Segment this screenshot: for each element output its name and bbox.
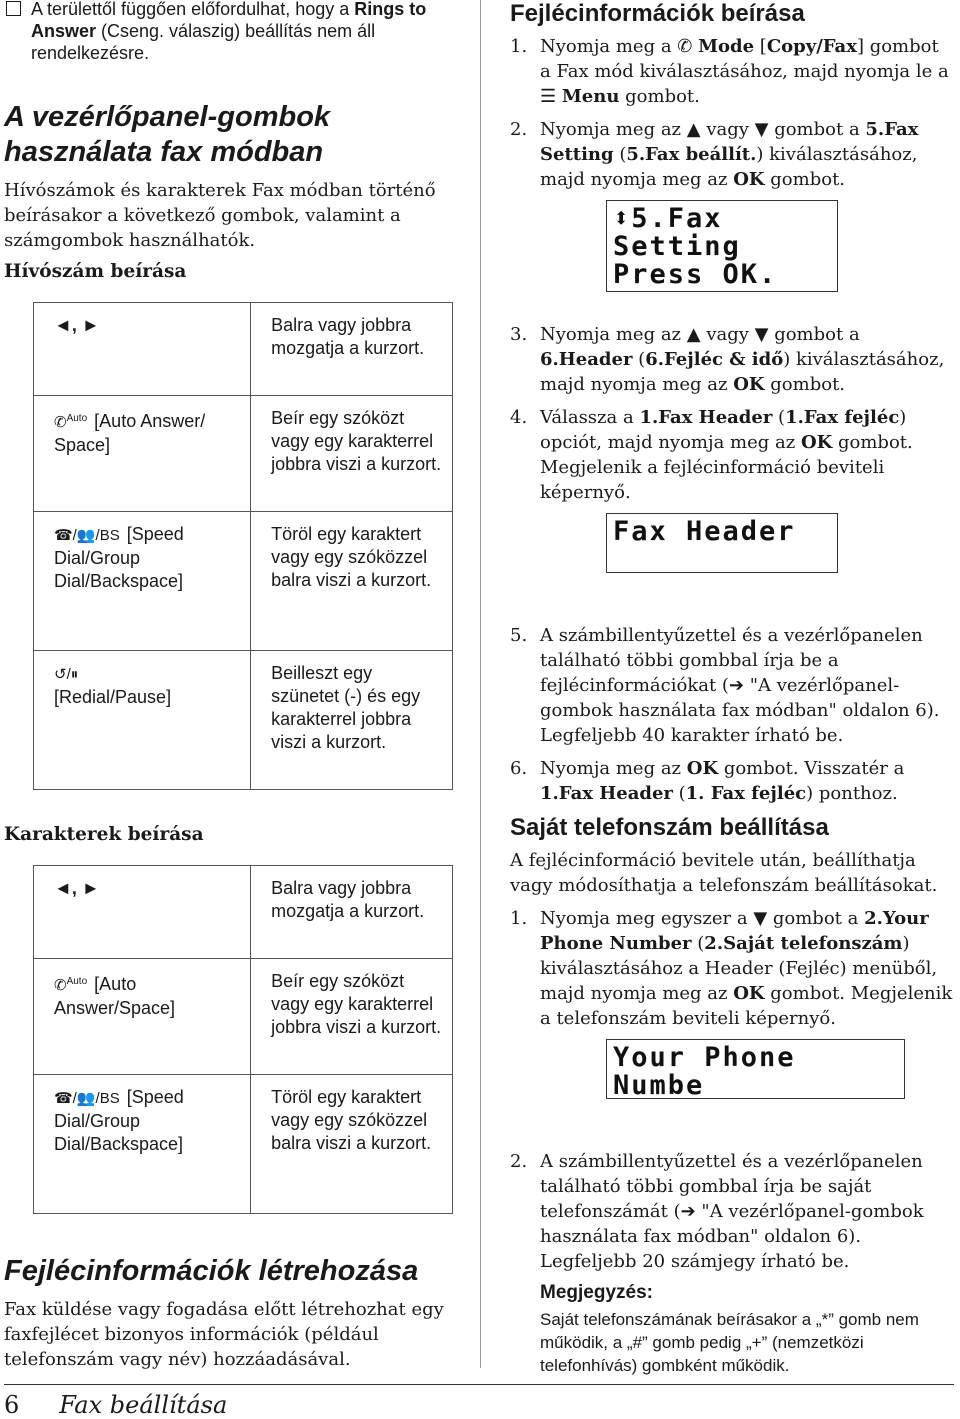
redial-pause-icon: ↺/⏸ <box>54 666 79 683</box>
list-item: 3. Nyomja meg az ▲ vagy ▼ gombot a 6.Header (6.Fejléc & idő) kiválasztásához, majd nyomja meg az OK gombot. <box>510 324 945 395</box>
table-row <box>34 1075 453 1214</box>
page-footer <box>4 1384 954 1419</box>
key-cell: ✆$^{Auto}$ [Auto Answer/ Space] <box>34 396 251 512</box>
speed-dial-group-backspace-icon: ☎/👥/BS <box>54 527 120 544</box>
table-row <box>34 959 453 1075</box>
right-column <box>510 0 955 1377</box>
section-title: A vezérlőpanel-gombok használata fax módban <box>4 101 331 168</box>
column-divider <box>480 0 481 1368</box>
note-heading: Megjegyzés: <box>540 1282 653 1303</box>
keys-table-dial <box>33 302 453 790</box>
section-intro: Hívószámok és karakterek Fax módban történő beírásakor a következő gombok, valamint a számgombok használhatók. <box>4 180 436 251</box>
key-cell: ↺/⏸ [Redial/Pause] <box>34 651 251 790</box>
list-item: 1. Nyomja meg egyszer a ▼ gombot a 2.Your Phone Number (2.Saját telefonszám) kiválasztásához a Header (Fejléc) menüből, majd nyomja meg az OK gombot. Megjelenik a telefonszám beviteli képernyő. <box>510 908 953 1029</box>
table-row <box>34 866 453 959</box>
auto-answer-icon: ✆$^{Auto}$ <box>54 413 88 431</box>
list-item: 2. A számbillentyűzettel és a vezérlőpanelen található többi gombbal írja be saját telefonszámát (➔ "A vezérlőpanel-gombok használata fax módban" oldalon 6). Legfeljebb 20 számjegy írható be. <box>510 1151 924 1272</box>
subheading-dial: Hívószám beírása <box>4 261 187 282</box>
own-number-intro: A fejlécinformáció bevitele után, beállíthatja vagy módosíthatja a telefonszám beállításokat. <box>510 850 938 896</box>
desc-cell: Beír egy szóközt vagy egy karakterrel jobbra viszi a kurzort. <box>251 396 453 512</box>
steps-list-1 <box>510 34 955 192</box>
table-row <box>34 303 453 396</box>
desc-cell: Beír egy szóközt vagy egy karakterrel jobbra viszi a kurzort. <box>251 959 453 1075</box>
desc-cell: Beilleszt egy szünetet (-) és egy karakterrel jobbra viszi a kurzort. <box>251 651 453 790</box>
list-item: 5. A számbillentyűzettel és a vezérlőpanelen található többi gombbal írja be a fejlécinformációkat (➔ "A vezérlőpanel-gombok használata fax módban" oldalon 6). Legfeljebb 40 karakter írható be. <box>510 625 940 746</box>
steps-list-4 <box>510 906 955 1031</box>
key-cell: ☎/👥/BS [Speed Dial/Group Dial/Backspace] <box>34 1075 251 1214</box>
left-column <box>4 0 454 1372</box>
lcd-display-fax-setting: ⬍5.Fax Setting Press OK. <box>606 200 838 292</box>
key-cell: ☎/👥/BS [Speed Dial/Group Dial/Backspace] <box>34 512 251 651</box>
subheading-characters: Karakterek beírása <box>4 824 204 845</box>
desc-cell: Töröl egy karaktert vagy egy szóközzel balra viszi a kurzort. <box>251 1075 453 1214</box>
key-cell: ◄, ► <box>34 303 251 396</box>
availability-note <box>4 0 454 64</box>
checkbox-bullet-icon <box>6 1 21 16</box>
table-row <box>34 512 453 651</box>
section2-title: Fejlécinformációk létrehozása <box>4 1255 419 1287</box>
speed-dial-group-backspace-icon: ☎/👥/BS <box>54 1090 120 1107</box>
desc-cell: Balra vagy jobbra mozgatja a kurzort. <box>251 866 453 959</box>
desc-cell: Töröl egy karaktert vagy egy szóközzel balra viszi a kurzort. <box>251 512 453 651</box>
table-row <box>34 651 453 790</box>
page-number: 6 <box>4 1391 20 1419</box>
availability-note-text: A területtől függően előfordulhat, hogy a Rings to Answer (Cseng. válaszig) beállítás nem áll rendelkezésre. <box>31 0 427 63</box>
auto-answer-icon: ✆$^{Auto}$ <box>54 976 88 994</box>
footer-section: Fax beállítása <box>59 1391 228 1419</box>
own-number-title: Saját telefonszám beállítása <box>510 814 829 841</box>
steps-list-2 <box>510 322 955 505</box>
list-item: 1. Nyomja meg a ✆ Mode [Copy/Fax] gombot a Fax mód kiválasztásához, majd nyomja le a ☰ Menu gombot. <box>510 36 949 107</box>
list-item: 4. Válassza a 1.Fax Header (1.Fax fejléc) opciót, majd nyomja meg az OK gombot. Megjelenik a fejlécinformáció beviteli képernyő. <box>510 407 913 503</box>
lcd-display-fax-header: Fax Header <box>606 513 838 573</box>
desc-cell: Balra vagy jobbra mozgatja a kurzort. <box>251 303 453 396</box>
note-body: Saját telefonszámának beírásakor a „*” gomb nem működik, a „#” gomb pedig „+” (nemzetközi telefonhívás) gombként működik. <box>540 1310 919 1375</box>
list-item: 2. Nyomja meg az ▲ vagy ▼ gombot a 5.Fax Setting (5.Fax beállít.) kiválasztásához, majd nyomja meg az OK gombot. <box>510 119 919 190</box>
list-item: 6. Nyomja meg az OK gombot. Visszatér a 1.Fax Header (1. Fax fejléc) ponthoz. <box>510 758 905 804</box>
table-row <box>34 396 453 512</box>
keys-table-characters <box>33 865 453 1214</box>
key-cell: ✆$^{Auto}$ [Auto Answer/Space] <box>34 959 251 1075</box>
steps-list-5 <box>510 1149 955 1274</box>
key-cell: ◄, ► <box>34 866 251 959</box>
section2-body: Fax küldése vagy fogadása előtt létrehozhat egy faxfejlécet bizonyos információk (például telefonszám vagy név) hozzáadásával. <box>4 1299 444 1370</box>
header-info-title: Fejlécinformációk beírása <box>510 0 805 27</box>
lcd-display-phone-number: Your Phone Numbe <box>606 1039 905 1099</box>
steps-list-3 <box>510 623 955 806</box>
